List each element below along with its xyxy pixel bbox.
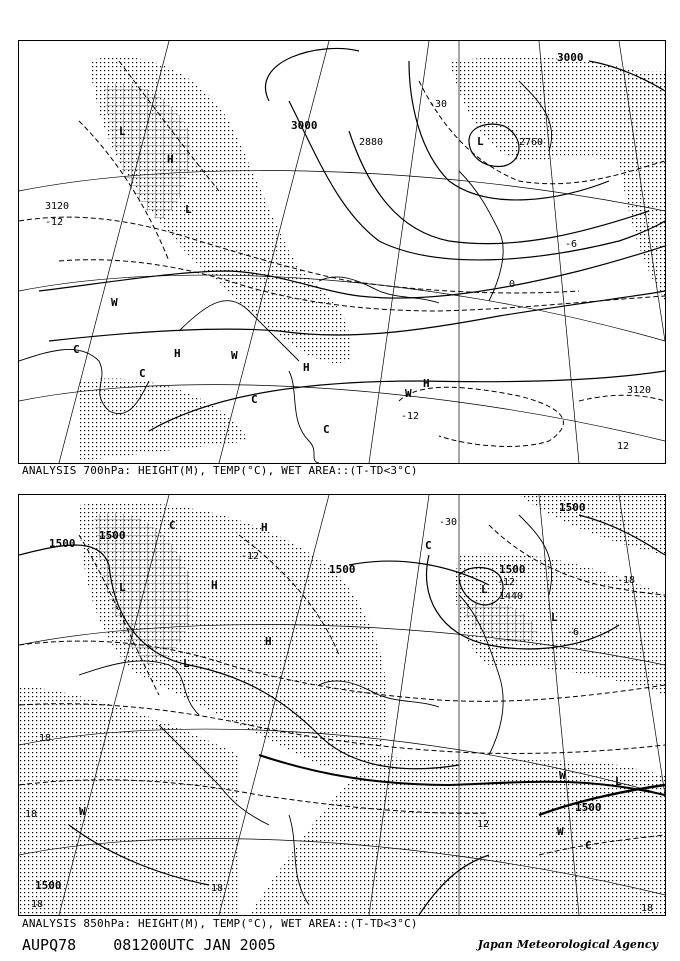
temperature-label: -30 xyxy=(429,99,448,110)
agency-name: Japan Meteorological Agency xyxy=(477,938,658,951)
pressure-center-label: W xyxy=(405,387,412,400)
pressure-center-label: L xyxy=(615,775,622,788)
pressure-center-label: C xyxy=(425,539,432,552)
pressure-center-label: H xyxy=(174,347,181,360)
temperature-label: 0 xyxy=(509,279,516,290)
temperature-label: 18 xyxy=(211,883,224,894)
temperature-label: 18 xyxy=(31,899,44,910)
height-label: 1500 xyxy=(329,563,356,576)
temperature-label: 18 xyxy=(39,733,52,744)
pressure-center-label: W xyxy=(111,296,118,309)
pressure-center-label: H xyxy=(261,521,268,534)
map-panel-700hpa xyxy=(18,40,666,464)
pressure-center-label: H xyxy=(167,153,174,166)
height-label: 1440 xyxy=(499,591,524,602)
pressure-center-label: H xyxy=(211,579,218,592)
height-label: 2880 xyxy=(359,137,384,148)
temperature-label: 18 xyxy=(25,809,38,820)
pressure-center-label: L xyxy=(477,135,484,148)
pressure-center-label: C xyxy=(323,423,330,436)
pressure-center-label: L xyxy=(119,581,126,594)
height-label: 1500 xyxy=(99,529,126,542)
pressure-center-label: L xyxy=(119,125,126,138)
height-label: 1500 xyxy=(559,501,586,514)
pressure-center-label: C xyxy=(585,839,592,852)
height-label: 1500 xyxy=(35,879,62,892)
caption-700hpa: ANALYSIS 700hPa: HEIGHT(M), TEMP(°C), WET AREA::(T-TD<3°C) xyxy=(22,464,418,477)
pressure-center-label: H xyxy=(423,377,430,390)
temperature-label: -12 xyxy=(401,411,420,422)
temperature-label: -18 xyxy=(617,575,636,586)
pressure-center-label: W xyxy=(79,805,86,818)
temperature-label: -12 xyxy=(497,577,516,588)
pressure-center-label: H xyxy=(303,361,310,374)
temperature-label: 12 xyxy=(617,441,630,452)
pressure-center-label: W xyxy=(559,769,566,782)
height-label: 3120 xyxy=(627,385,652,396)
caption-850hpa: ANALYSIS 850hPa: HEIGHT(M), TEMP(°C), WET AREA::(T-TD<3°C) xyxy=(22,917,418,930)
pressure-center-label: L xyxy=(481,583,488,596)
pressure-center-label: H xyxy=(265,635,272,648)
height-label: 1500 xyxy=(575,801,602,814)
pressure-center-label: C xyxy=(251,393,258,406)
temperature-label: -12 xyxy=(45,217,64,228)
pressure-center-label: W xyxy=(231,349,238,362)
pressure-center-label: L xyxy=(185,203,192,216)
height-label: 1500 xyxy=(499,563,526,576)
height-label: 3120 xyxy=(45,201,70,212)
footer xyxy=(22,936,304,954)
product-code: AUPQ78 xyxy=(22,936,77,954)
temperature-label: -6 xyxy=(567,627,580,638)
map-850hpa-chart xyxy=(19,495,665,915)
height-label: 3000 xyxy=(291,119,318,132)
map-700hpa-chart xyxy=(19,41,665,463)
pressure-center-label: C xyxy=(73,343,80,356)
temperature-label: -6 xyxy=(565,239,578,250)
temperature-label: 18 xyxy=(641,903,654,914)
pressure-center-label: C xyxy=(139,367,146,380)
height-label: 2760 xyxy=(519,137,544,148)
pressure-center-label: C xyxy=(169,519,176,532)
height-label: 1500 xyxy=(49,537,76,550)
pressure-center-label: W xyxy=(557,825,564,838)
height-label: 3000 xyxy=(557,51,584,64)
pressure-center-label: L xyxy=(183,657,190,670)
pressure-center-label: L xyxy=(551,611,558,624)
temperature-label: -12 xyxy=(241,551,260,562)
temperature-label: -30 xyxy=(439,517,458,528)
temperature-label: 12 xyxy=(477,819,490,830)
valid-time: 081200UTC JAN 2005 xyxy=(113,936,276,954)
map-panel-850hpa xyxy=(18,494,666,916)
